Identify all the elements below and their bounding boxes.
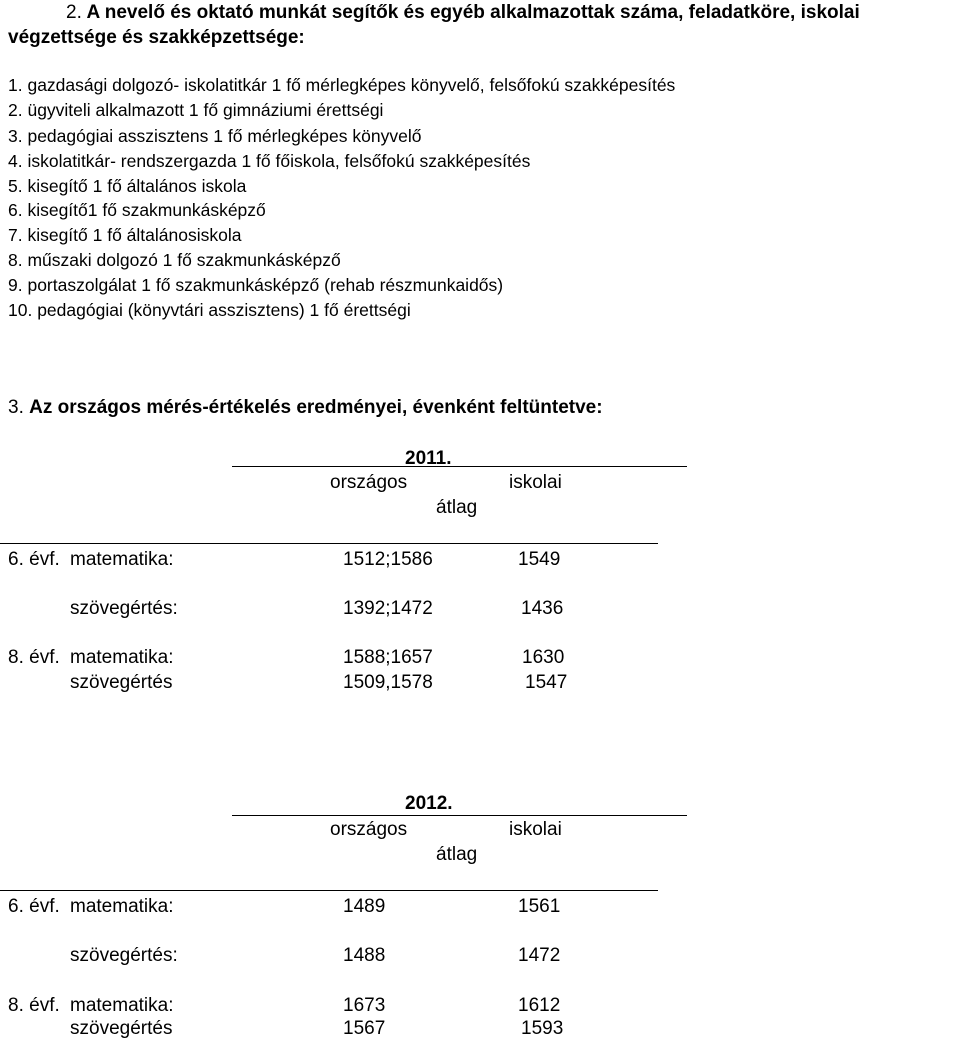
table-header-rule [232,466,687,467]
row-iskolai-value: 1630 [522,647,565,668]
section-3-number: 3. [8,397,24,418]
table-year: 2011. [405,448,452,469]
row-orszagos-value: 1509,1578 [343,672,433,693]
row-iskolai-value: 1436 [521,598,564,619]
list-item: 6. kisegítő1 fő szakmunkásképző [8,200,266,220]
row-orszagos-value: 1489 [343,896,386,917]
table-header-rule [232,815,687,816]
list-item: 5. kisegítő 1 fő általános iskola [8,176,247,196]
column-header-orszagos: országos [330,819,408,840]
list-item: 9. portaszolgálat 1 fő szakmunkásképző (rehab részmunkaidős) [8,275,504,295]
row-orszagos-value: 1673 [343,995,386,1016]
column-header-iskolai: iskolai [509,472,562,493]
row-orszagos-value: 1392;1472 [343,598,433,619]
list-item: 4. iskolatitkár- rendszergazda 1 fő főiskola, felsőfokú szakképesítés [8,151,531,171]
row-iskolai-value: 1612 [518,995,561,1016]
row-grade: 6. évf. [8,549,60,570]
list-item: 1. gazdasági dolgozó- iskolatitkár 1 fő mérlegképes könyvelő, felsőfokú szakképesítés [8,75,676,95]
list-item: 3. pedagógiai asszisztens 1 fő mérlegképes könyvelő [8,126,422,146]
row-iskolai-value: 1549 [518,549,561,570]
row-orszagos-value: 1512;1586 [343,549,433,570]
section-3-title: Az országos mérés-értékelés eredményei, évenként feltüntetve: [29,397,603,418]
row-orszagos-value: 1488 [343,945,386,966]
row-grade: 6. évf. [8,896,60,917]
row-subject: matematika: [70,549,174,570]
row-grade: 8. évf. [8,995,60,1016]
section-2-heading-line2: végzettsége és szakképzettsége: [8,27,305,48]
row-grade: 8. évf. [8,647,60,668]
list-item: 8. műszaki dolgozó 1 fő szakmunkásképző [8,250,341,270]
row-iskolai-value: 1593 [521,1018,564,1039]
list-item: 7. kisegítő 1 fő általánosiskola [8,225,242,245]
section-2-number: 2. [66,2,82,23]
list-item: 10. pedagógiai (könyvtári asszisztens) 1 fő érettségi [8,300,411,320]
row-subject: szövegértés [70,672,173,693]
table-year: 2012. [405,793,453,814]
section-3-heading [8,397,603,419]
row-subject: szövegértés: [70,945,178,966]
row-subject: szövegértés: [70,598,178,619]
table-divider-rule [0,890,658,891]
row-subject: matematika: [70,995,174,1016]
row-subject: szövegértés [70,1018,173,1039]
row-iskolai-value: 1561 [518,896,561,917]
row-iskolai-value: 1472 [518,945,561,966]
row-subject: matematika: [70,647,174,668]
row-orszagos-value: 1588;1657 [343,647,433,668]
row-subject: matematika: [70,896,174,917]
column-header-orszagos: országos [330,472,408,493]
column-header-iskolai: iskolai [509,819,562,840]
row-iskolai-value: 1547 [525,672,568,693]
section-2-heading-line1 [66,2,860,24]
row-orszagos-value: 1567 [343,1018,386,1039]
column-header-atlag: átlag [436,844,478,865]
section-2-title: A nevelő és oktató munkát segítők és egyéb alkalmazottak száma, feladatköre, iskolai [86,2,860,23]
table-divider-rule [0,543,658,544]
list-item: 2. ügyviteli alkalmazott 1 fő gimnáziumi érettségi [8,100,384,120]
column-header-atlag: átlag [436,497,478,518]
